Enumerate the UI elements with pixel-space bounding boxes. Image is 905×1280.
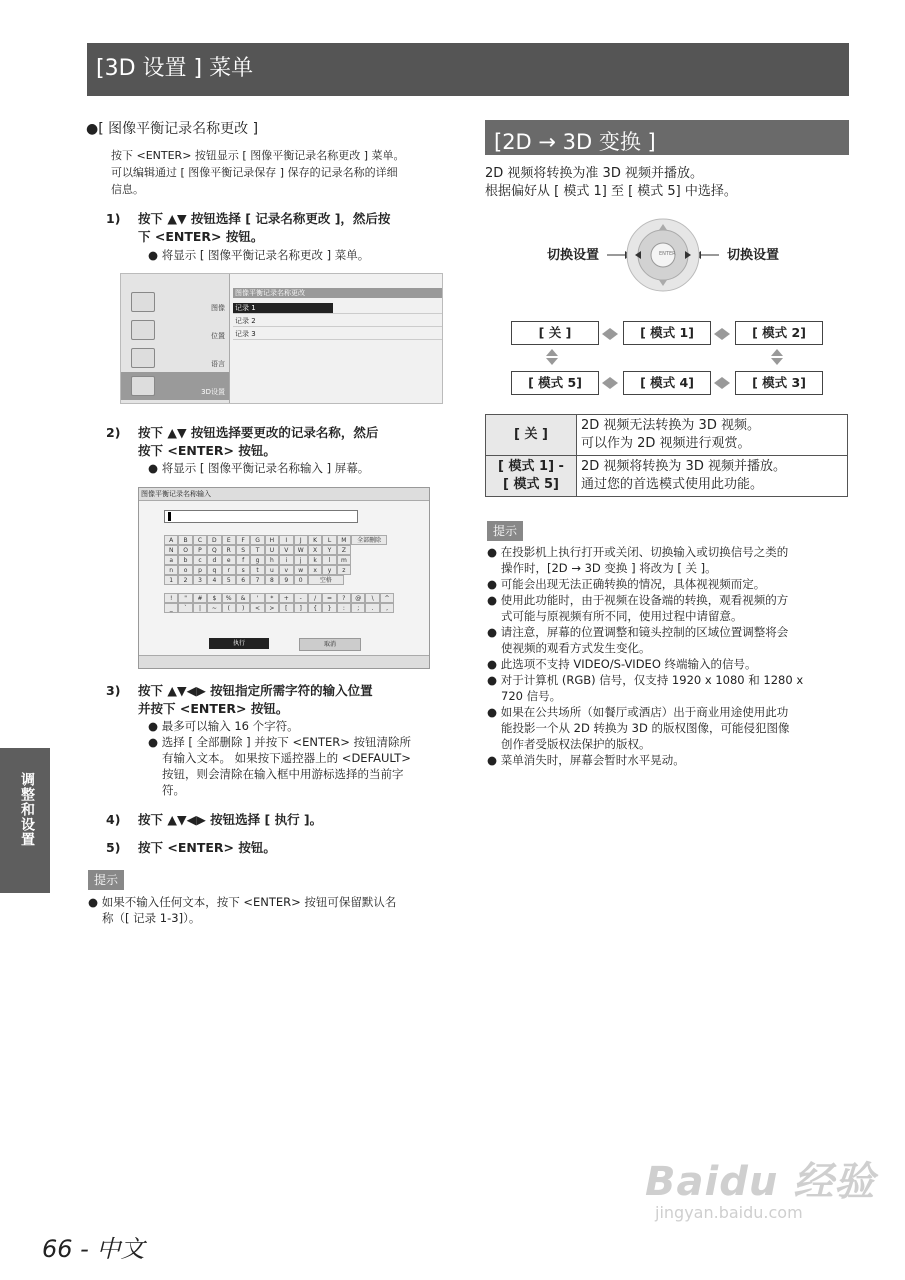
keyboard-key: \	[365, 593, 379, 603]
keyboard-key: b	[178, 555, 192, 565]
menu-sidebar	[121, 274, 230, 403]
keyboard-key: |	[193, 603, 207, 613]
keyboard-key: O	[178, 545, 192, 555]
keyboard-key: C	[193, 535, 207, 545]
step-number: 4)	[106, 812, 121, 827]
name-input-screenshot	[138, 487, 430, 669]
step-3-bullets: ● 最多可以输入 16 个字符。 ● 选择 [ 全部删除 ] 并按下 <ENTER> 按钮清除所 有输入文本。 如果按下遥控器上的 <DEFAULT> 按钮，则会清除在输入框中用游标选择的当前字 符。	[148, 719, 412, 797]
step-number: 5)	[106, 840, 121, 855]
keyboard-key: !	[164, 593, 178, 603]
keyboard-key: u	[265, 565, 279, 575]
menu-item-3d: 3D设置	[121, 372, 229, 400]
keyboard-key: $	[207, 593, 221, 603]
keyboard-key: m	[337, 555, 351, 565]
keyboard-key: 3	[193, 575, 207, 585]
mode-5-box: [ 模式 5]	[511, 371, 599, 395]
keyboard-key: /	[308, 593, 322, 603]
keyboard-key: N	[164, 545, 178, 555]
keyboard-key: B	[178, 535, 192, 545]
tip-text: ● 如果不输入任何文本，按下 <ENTER> 按钮可保留默认名 称（[ 记录 1-3]）。	[88, 895, 397, 925]
keyboard-key: %	[222, 593, 236, 603]
keyboard-key: 5	[222, 575, 236, 585]
3d-icon	[131, 376, 155, 396]
keyboard-key: a	[164, 555, 178, 565]
keyboard-key: g	[250, 555, 264, 565]
keyboard-key: t	[250, 565, 264, 575]
step-3: 按下 ▲▼◀▶ 按钮指定所需字符的输入位置 并按下 <ENTER> 按钮。	[138, 683, 373, 716]
keyboard-key: 6	[236, 575, 250, 585]
table-head: [ 模式 1] - [ 模式 5]	[486, 456, 577, 497]
mode-table	[485, 414, 848, 497]
keyboard-key: E	[222, 535, 236, 545]
mode-4-box: [ 模式 4]	[623, 371, 711, 395]
switch-setting-left: 切换设置	[547, 248, 600, 263]
keyboard-key: `	[178, 603, 192, 613]
tip-list: ● 在投影机上执行打开或关闭、切换输入或切换信号之类的 操作时，[2D → 3D 变换 ] 将改为 [ 关 ]。 ● 可能会出现无法正确转换的情况，具体视视频而定。 ● 使用此功能时，由于视频在设备端的转换，观看视频的方 式可能与原视频有所不同，使用过程中请留意。 ● 请注意，屏幕的位置调整和镜头控制的区域位置调整将会 使视频的观看方式发生变化。 ● 此选项不支持 VIDEO/S-VIDEO 终端输入的信号。 ● 对于计算机 (RGB) 信号，仅支持 1920 x 1080 和 1280 x 720 信号。 ● 如果在公共场所（如餐厅或酒店）出于商业用途使用此功 能投影一个从 2D 转换为 3D 的版权图像，可能侵犯图像 创作者受版权法保护的版权。 ● 菜单消失时，屏幕会暂时水平晃动。	[487, 545, 804, 767]
keyboard-key: Q	[207, 545, 221, 555]
keyboard-key: K	[308, 535, 322, 545]
cancel-button: 取消	[299, 638, 361, 651]
menu-item-image: 图像	[121, 288, 229, 316]
keyboard-key: Y	[322, 545, 336, 555]
intro-paragraph: 按下 <ENTER> 按钮显示 [ 图像平衡记录名称更改 ] 菜单。 可以编辑通过 [ 图像平衡记录保存 ] 保存的记录名称的详细 信息。	[111, 149, 405, 196]
keyboard-row	[164, 535, 394, 545]
keyboard-key: 1	[164, 575, 178, 585]
keyboard-key: ~	[207, 603, 221, 613]
language-icon	[131, 348, 155, 368]
step-number: 3)	[106, 683, 121, 698]
keyboard-key: i	[279, 555, 293, 565]
clear-all-key: 全部删除	[351, 535, 387, 545]
table-desc: 2D 视频无法转换为 3D 视频。 可以作为 2D 视频进行观赏。	[577, 415, 848, 456]
keyboard-row	[164, 545, 394, 555]
text-cursor	[168, 512, 171, 521]
keyboard-key: w	[294, 565, 308, 575]
step-number: 1)	[106, 211, 121, 226]
keyboard-key: [	[279, 603, 293, 613]
menu-item-position: 位置	[121, 316, 229, 344]
section-title: [2D → 3D 变换 ]	[494, 130, 656, 154]
submenu-title: 图像平衡记录名称更改	[233, 288, 443, 298]
keyboard-key: h	[265, 555, 279, 565]
keyboard-key: k	[308, 555, 322, 565]
step-4: 按下 ▲▼◀▶ 按钮选择 [ 执行 ]。	[138, 812, 323, 827]
keyboard-key: W	[294, 545, 308, 555]
keyboard-key: I	[279, 535, 293, 545]
keyboard-key: M	[337, 535, 351, 545]
name-input-box	[164, 510, 358, 523]
keyboard-key: 7	[250, 575, 264, 585]
keyboard-key: P	[193, 545, 207, 555]
keyboard-key: ^	[380, 593, 394, 603]
table-desc: 2D 视频将转换为 3D 视频并播放。 通过您的首选模式使用此功能。	[577, 456, 848, 497]
keyboard-key: .	[365, 603, 379, 613]
keyboard-key: *	[265, 593, 279, 603]
mode-2-box: [ 模式 2]	[735, 321, 823, 345]
step-number: 2)	[106, 425, 121, 440]
keyboard-key: T	[250, 545, 264, 555]
baidu-watermark: Baidu 经验 jingyan.baidu.com	[645, 1159, 876, 1222]
character-keyboard	[164, 535, 394, 613]
menu-item-language: 语言	[121, 344, 229, 372]
keyboard-key: S	[236, 545, 250, 555]
keyboard-key: n	[164, 565, 178, 575]
keyboard-key: 8	[265, 575, 279, 585]
keyboard-key: q	[207, 565, 221, 575]
keyboard-row	[164, 593, 394, 603]
keyboard-key: &	[236, 593, 250, 603]
keyboard-key: V	[279, 545, 293, 555]
keyboard-key: (	[222, 603, 236, 613]
keyboard-key: _	[164, 603, 178, 613]
step-5: 按下 <ENTER> 按钮。	[138, 840, 276, 855]
keyboard-key: A	[164, 535, 178, 545]
keyboard-key: =	[322, 593, 336, 603]
keyboard-key: J	[294, 535, 308, 545]
keyboard-row	[164, 575, 394, 585]
keyboard-key: }	[322, 603, 336, 613]
step-2-bullet: ● 将显示 [ 图像平衡记录名称输入 ] 屏幕。	[148, 461, 370, 475]
keyboard-key: D	[207, 535, 221, 545]
image-icon	[131, 292, 155, 312]
keyboard-key: 0	[294, 575, 308, 585]
page-title: [3D 设置 ] 菜单	[96, 56, 254, 81]
mode-off-box: [ 关 ]	[511, 321, 599, 345]
table-row	[486, 415, 848, 456]
keyboard-key: H	[265, 535, 279, 545]
keyboard-key: #	[193, 593, 207, 603]
keyboard-key: {	[308, 603, 322, 613]
step-1-bullet: ● 将显示 [ 图像平衡记录名称更改 ] 菜单。	[148, 248, 370, 262]
mode-1-box: [ 模式 1]	[623, 321, 711, 345]
tip-label: 提示	[88, 870, 124, 890]
keyboard-key: s	[236, 565, 250, 575]
record-row: 记录 1	[233, 303, 442, 314]
page-number: 66 - 中文	[42, 1235, 145, 1263]
keyboard-key: U	[265, 545, 279, 555]
keyboard-row	[164, 603, 394, 613]
keyboard-key: e	[222, 555, 236, 565]
keyboard-key: d	[207, 555, 221, 565]
keyboard-key: l	[322, 555, 336, 565]
keyboard-key: R	[222, 545, 236, 555]
keyboard-key: 2	[178, 575, 192, 585]
keyboard-key: >	[265, 603, 279, 613]
input-screen-title: 图像平衡记录名称输入	[139, 488, 430, 501]
keyboard-key: r	[222, 565, 236, 575]
enter-label: ENTER	[659, 251, 676, 257]
keyboard-key: o	[178, 565, 192, 575]
menu-screenshot	[120, 273, 443, 404]
keyboard-key: '	[250, 593, 264, 603]
position-icon	[131, 320, 155, 340]
record-row: 记录 2	[233, 316, 442, 327]
keyboard-key: X	[308, 545, 322, 555]
step-2: 按下 ▲▼ 按钮选择要更改的记录名称，然后 按下 <ENTER> 按钮。	[138, 425, 379, 458]
keyboard-key: ?	[337, 593, 351, 603]
keyboard-key: p	[193, 565, 207, 575]
execute-button: 执行	[209, 638, 269, 649]
keyboard-key: x	[308, 565, 322, 575]
keyboard-key: <	[250, 603, 264, 613]
keyboard-key: :	[337, 603, 351, 613]
keyboard-key: -	[294, 593, 308, 603]
mode-diagram	[485, 210, 849, 400]
step-1: 按下 ▲▼ 按钮选择 [ 记录名称更改 ]，然后按 下 <ENTER> 按钮。	[138, 211, 391, 244]
keyboard-key: L	[322, 535, 336, 545]
tip-label: 提示	[487, 521, 523, 541]
keyboard-key: @	[351, 593, 365, 603]
keyboard-key: Z	[337, 545, 351, 555]
keyboard-key: j	[294, 555, 308, 565]
keyboard-key: "	[178, 593, 192, 603]
side-tab-label: 调整和设置	[19, 772, 35, 847]
table-row	[486, 456, 848, 497]
table-head: [ 关 ]	[486, 415, 577, 456]
keyboard-key: )	[236, 603, 250, 613]
keyboard-key: ;	[351, 603, 365, 613]
keyboard-key: 4	[207, 575, 221, 585]
record-row: 记录 3	[233, 329, 442, 340]
right-intro: 2D 视频将转换为准 3D 视频并播放。 根据偏好从 [ 模式 1] 至 [ 模式 5] 中选择。	[485, 166, 737, 199]
input-screen-footer	[139, 655, 429, 668]
keyboard-key: ,	[380, 603, 394, 613]
keyboard-key: c	[193, 555, 207, 565]
keyboard-key: y	[322, 565, 336, 575]
keyboard-row	[164, 555, 394, 565]
keyboard-row	[164, 565, 394, 575]
keyboard-key: +	[279, 593, 293, 603]
keyboard-key: z	[337, 565, 351, 575]
keyboard-key: G	[250, 535, 264, 545]
space-key: 空格	[308, 575, 344, 585]
switch-setting-right: 切换设置	[727, 248, 780, 263]
keyboard-key: v	[279, 565, 293, 575]
keyboard-key: ]	[294, 603, 308, 613]
mode-3-box: [ 模式 3]	[735, 371, 823, 395]
keyboard-key: 9	[279, 575, 293, 585]
keyboard-key: f	[236, 555, 250, 565]
bullet-icon: ●	[86, 121, 99, 137]
section-heading: ●[ 图像平衡记录名称更改 ]	[86, 121, 259, 137]
keyboard-key: F	[236, 535, 250, 545]
